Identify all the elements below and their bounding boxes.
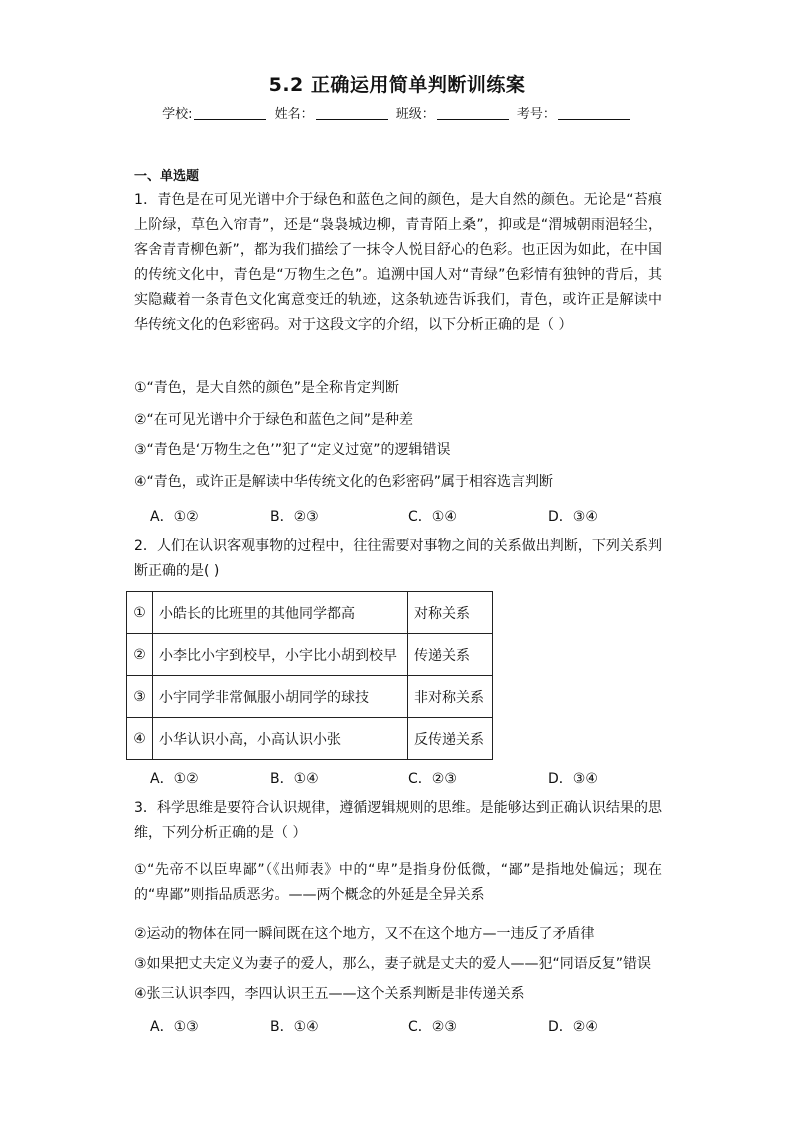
q3-option-d[interactable]: D．②④ [548,1019,598,1035]
q1-statement-1: ①“青色，是大自然的颜色”是全称肯定判断 [134,380,400,396]
student-info-line [0,103,794,122]
table-cell-statement: 小宇同学非常佩服小胡同学的球技 [153,676,408,718]
exam-no-blank[interactable] [558,107,630,120]
table-row [127,634,493,676]
q2-option-c[interactable]: C．②③ [408,771,457,787]
q1-option-a[interactable]: A．①② [150,509,199,525]
table-cell-relation: 对称关系 [408,592,493,634]
q1-option-c[interactable]: C．①④ [408,509,457,525]
q3-statement-2: ②运动的物体在同一瞬间既在这个地方，又不在这个地方—一违反了矛盾律 [134,926,595,942]
q3-statement-4: ④张三认识李四，李四认识王五——这个关系判断是非传递关系 [134,986,525,1002]
q1-statement-3: ③“青色是‘万物生之色’”犯了“定义过宽”的逻辑错误 [134,442,451,458]
table-cell-index: ① [127,592,153,634]
q3-statement-1: ①“先帝不以臣卑鄙”（《出师表》中的“卑”是指身份低微，“鄙”是指地处偏远；现在的“卑鄙”则指品质恶劣。——两个概念的外延是全异关系 [134,862,662,903]
q3-option-a[interactable]: A．①③ [150,1019,199,1035]
q1-option-d[interactable]: D．③④ [548,509,598,525]
school-label: 学校: [162,107,193,122]
name-blank[interactable] [316,107,388,120]
table-row [127,676,493,718]
table-cell-index: ③ [127,676,153,718]
class-blank[interactable] [437,107,509,120]
q1-option-b[interactable]: B．②③ [270,509,319,525]
table-cell-statement: 小皓长的比班里的其他同学都高 [153,592,408,634]
table-cell-relation: 传递关系 [408,634,493,676]
page-title: 5.2 正确运用简单判断训练案 [268,74,526,96]
q2-stem: 2．人们在认识客观事物的过程中，往往需要对事物之间的关系做出判断，下列关系判断正确的是( ) [134,538,662,579]
table-cell-index: ② [127,634,153,676]
q2-relation-table [126,591,493,760]
table-cell-relation: 反传递关系 [408,718,493,760]
class-label: 班级： [395,107,435,122]
section-title: 一、单选题 [134,169,200,184]
q3-stem: 3．科学思维是要符合认识规律，遵循逻辑规则的思维。是能够达到正确认识结果的思维，下列分析正确的是（ ） [134,800,662,841]
q3-option-b[interactable]: B．①④ [270,1019,319,1035]
q2-option-d[interactable]: D．③④ [548,771,598,787]
table-cell-index: ④ [127,718,153,760]
q3-option-c[interactable]: C．②③ [408,1019,457,1035]
q3-statement-3: ③如果把丈夫定义为妻子的爱人，那么，妻子就是丈夫的爱人——犯“同语反复”错误 [134,956,652,972]
q1-statement-2: ②“在可见光谱中介于绿色和蓝色之间”是种差 [134,412,414,428]
table-cell-statement: 小李比小宇到校早，小宇比小胡到校早 [153,634,408,676]
name-label: 姓名： [274,107,314,122]
table-cell-relation: 非对称关系 [408,676,493,718]
table-row [127,718,493,760]
table-row [127,592,493,634]
q1-statement-4: ④“青色，或许正是解读中华传统文化的色彩密码”属于相容选言判断 [134,474,554,490]
q1-stem: 1．青色是在可见光谱中介于绿色和蓝色之间的颜色，是大自然的颜色。无论是“苔痕上阶绿，草色入帘青”，还是“袅袅城边柳，青青陌上桑”，抑或是“渭城朝雨浥轻尘，客舍青青柳色新”，都为我们描绘了一抹令人悦目舒心的色彩。也正因为如此，在中国的传统文化中，青色是“万物生之色”。追溯中国人对“青绿”色彩情有独钟的背后，其实隐藏着一条青色文化寓意变迁的轨迹，这条轨迹告诉我们，青色，或许正是解读中华传统文化的色彩密码。对于这段文字的介绍，以下分析正确的是（ ） [134,192,662,333]
q2-option-a[interactable]: A．①② [150,771,199,787]
q2-option-b[interactable]: B．①④ [270,771,319,787]
table-cell-statement: 小华认识小高，小高认识小张 [153,718,408,760]
school-blank[interactable] [194,107,266,120]
exam-no-label: 考号： [516,107,556,122]
